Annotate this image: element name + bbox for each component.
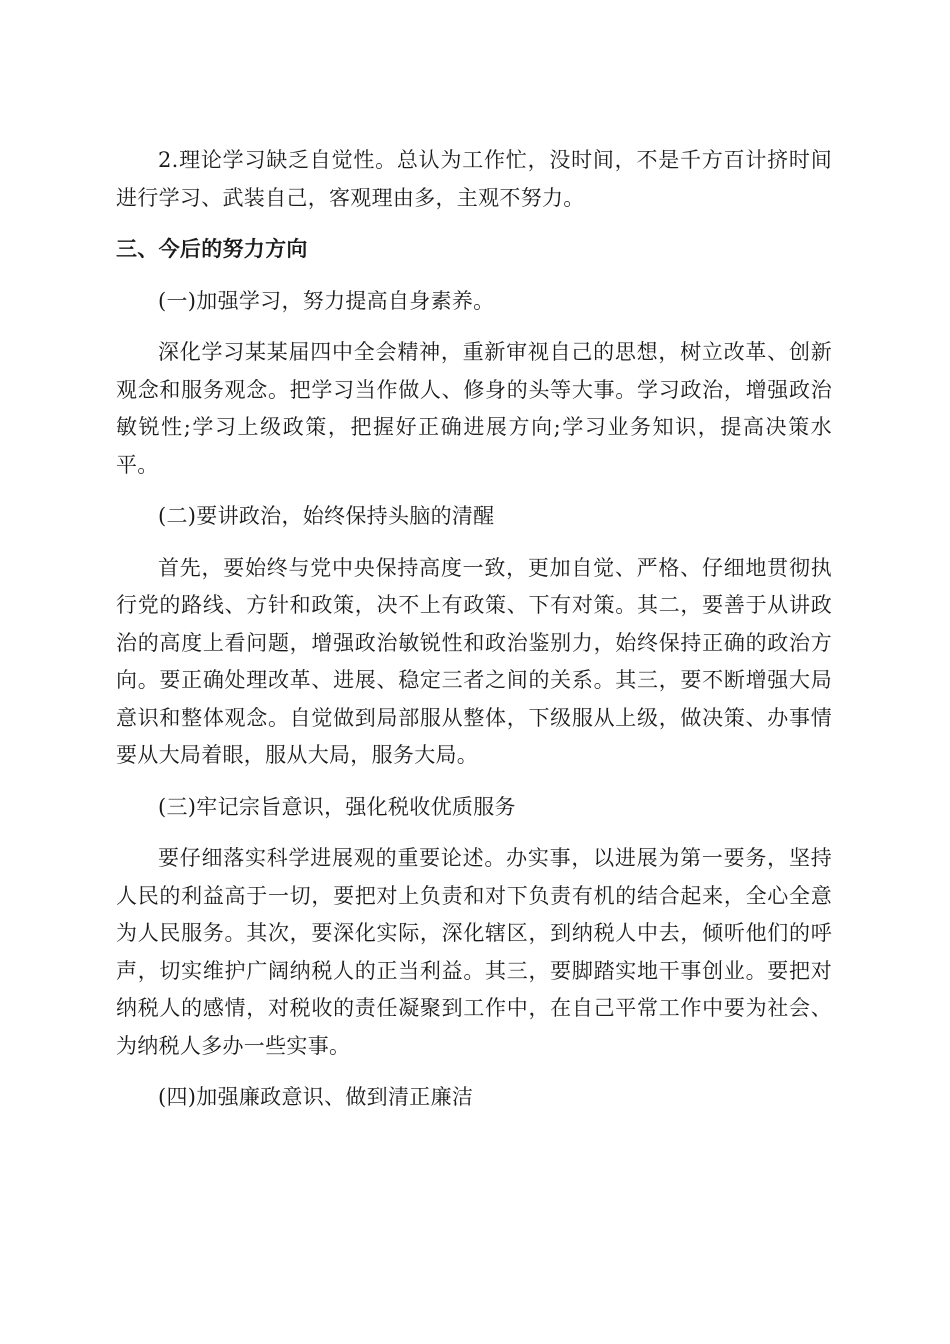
paragraph-theory-study: 2.理论学习缺乏自觉性。总认为工作忙，没时间，不是千方百计挤时间进行学习、武装自己，客观理由多，主观不努力。 bbox=[116, 148, 832, 210]
paragraph-service-details: 要仔细落实科学进展观的重要论述。办实事，以进展为第一要务，坚持人民的利益高于一切，要把对上负责和对下负责有机的结合起来，全心全意为人民服务。其次，要深化实际，深化辖区，到纳税人中去，倾听他们的呼声，切实维护广阔纳税人的正当利益。其三，要脚踏实地干事创业。要把对纳税人的感情，对税收的责任凝聚到工作中，在自己平常工作中要为社会、为纳税人多办一些实事。 bbox=[116, 846, 832, 1058]
paragraph-study-details: 深化学习某某届四中全会精神，重新审视自己的思想，树立改革、创新观念和服务观念。把学习当作做人、修身的头等大事。学习政治，增强政治敏锐性;学习上级政策，把握好正确进展方向;学习业务知识，提高决策水平。 bbox=[116, 340, 832, 477]
subheading-integrity: (四)加强廉政意识、做到清正廉洁 bbox=[158, 1085, 474, 1109]
subheading-service: (三)牢记宗旨意识，强化税收优质服务 bbox=[158, 794, 516, 819]
document-page bbox=[116, 142, 832, 1131]
subheading-politics: (二)要讲政治，始终保持头脑的清醒 bbox=[158, 504, 495, 528]
subheading-strengthen-study: (一)加强学习，努力提高自身素养。 bbox=[158, 288, 495, 313]
paragraph-politics-details: 首先，要始终与党中央保持高度一致，更加自觉、严格、仔细地贯彻执行党的路线、方针和政策，决不上有政策、下有对策。其二，要善于从讲政治的高度上看问题，增强政治敏锐性和政治鉴别力，始终保持正确的政治方向。要正确处理改革、进展、稳定三者之间的关系。其三，要不断增强大局意识和整体观念。自觉做到局部服从整体，下级服从上级，做决策、办事情要从大局着眼，服从大局，服务大局。 bbox=[116, 555, 832, 767]
section-heading-future-direction: 三、今后的努力方向 bbox=[116, 237, 308, 261]
